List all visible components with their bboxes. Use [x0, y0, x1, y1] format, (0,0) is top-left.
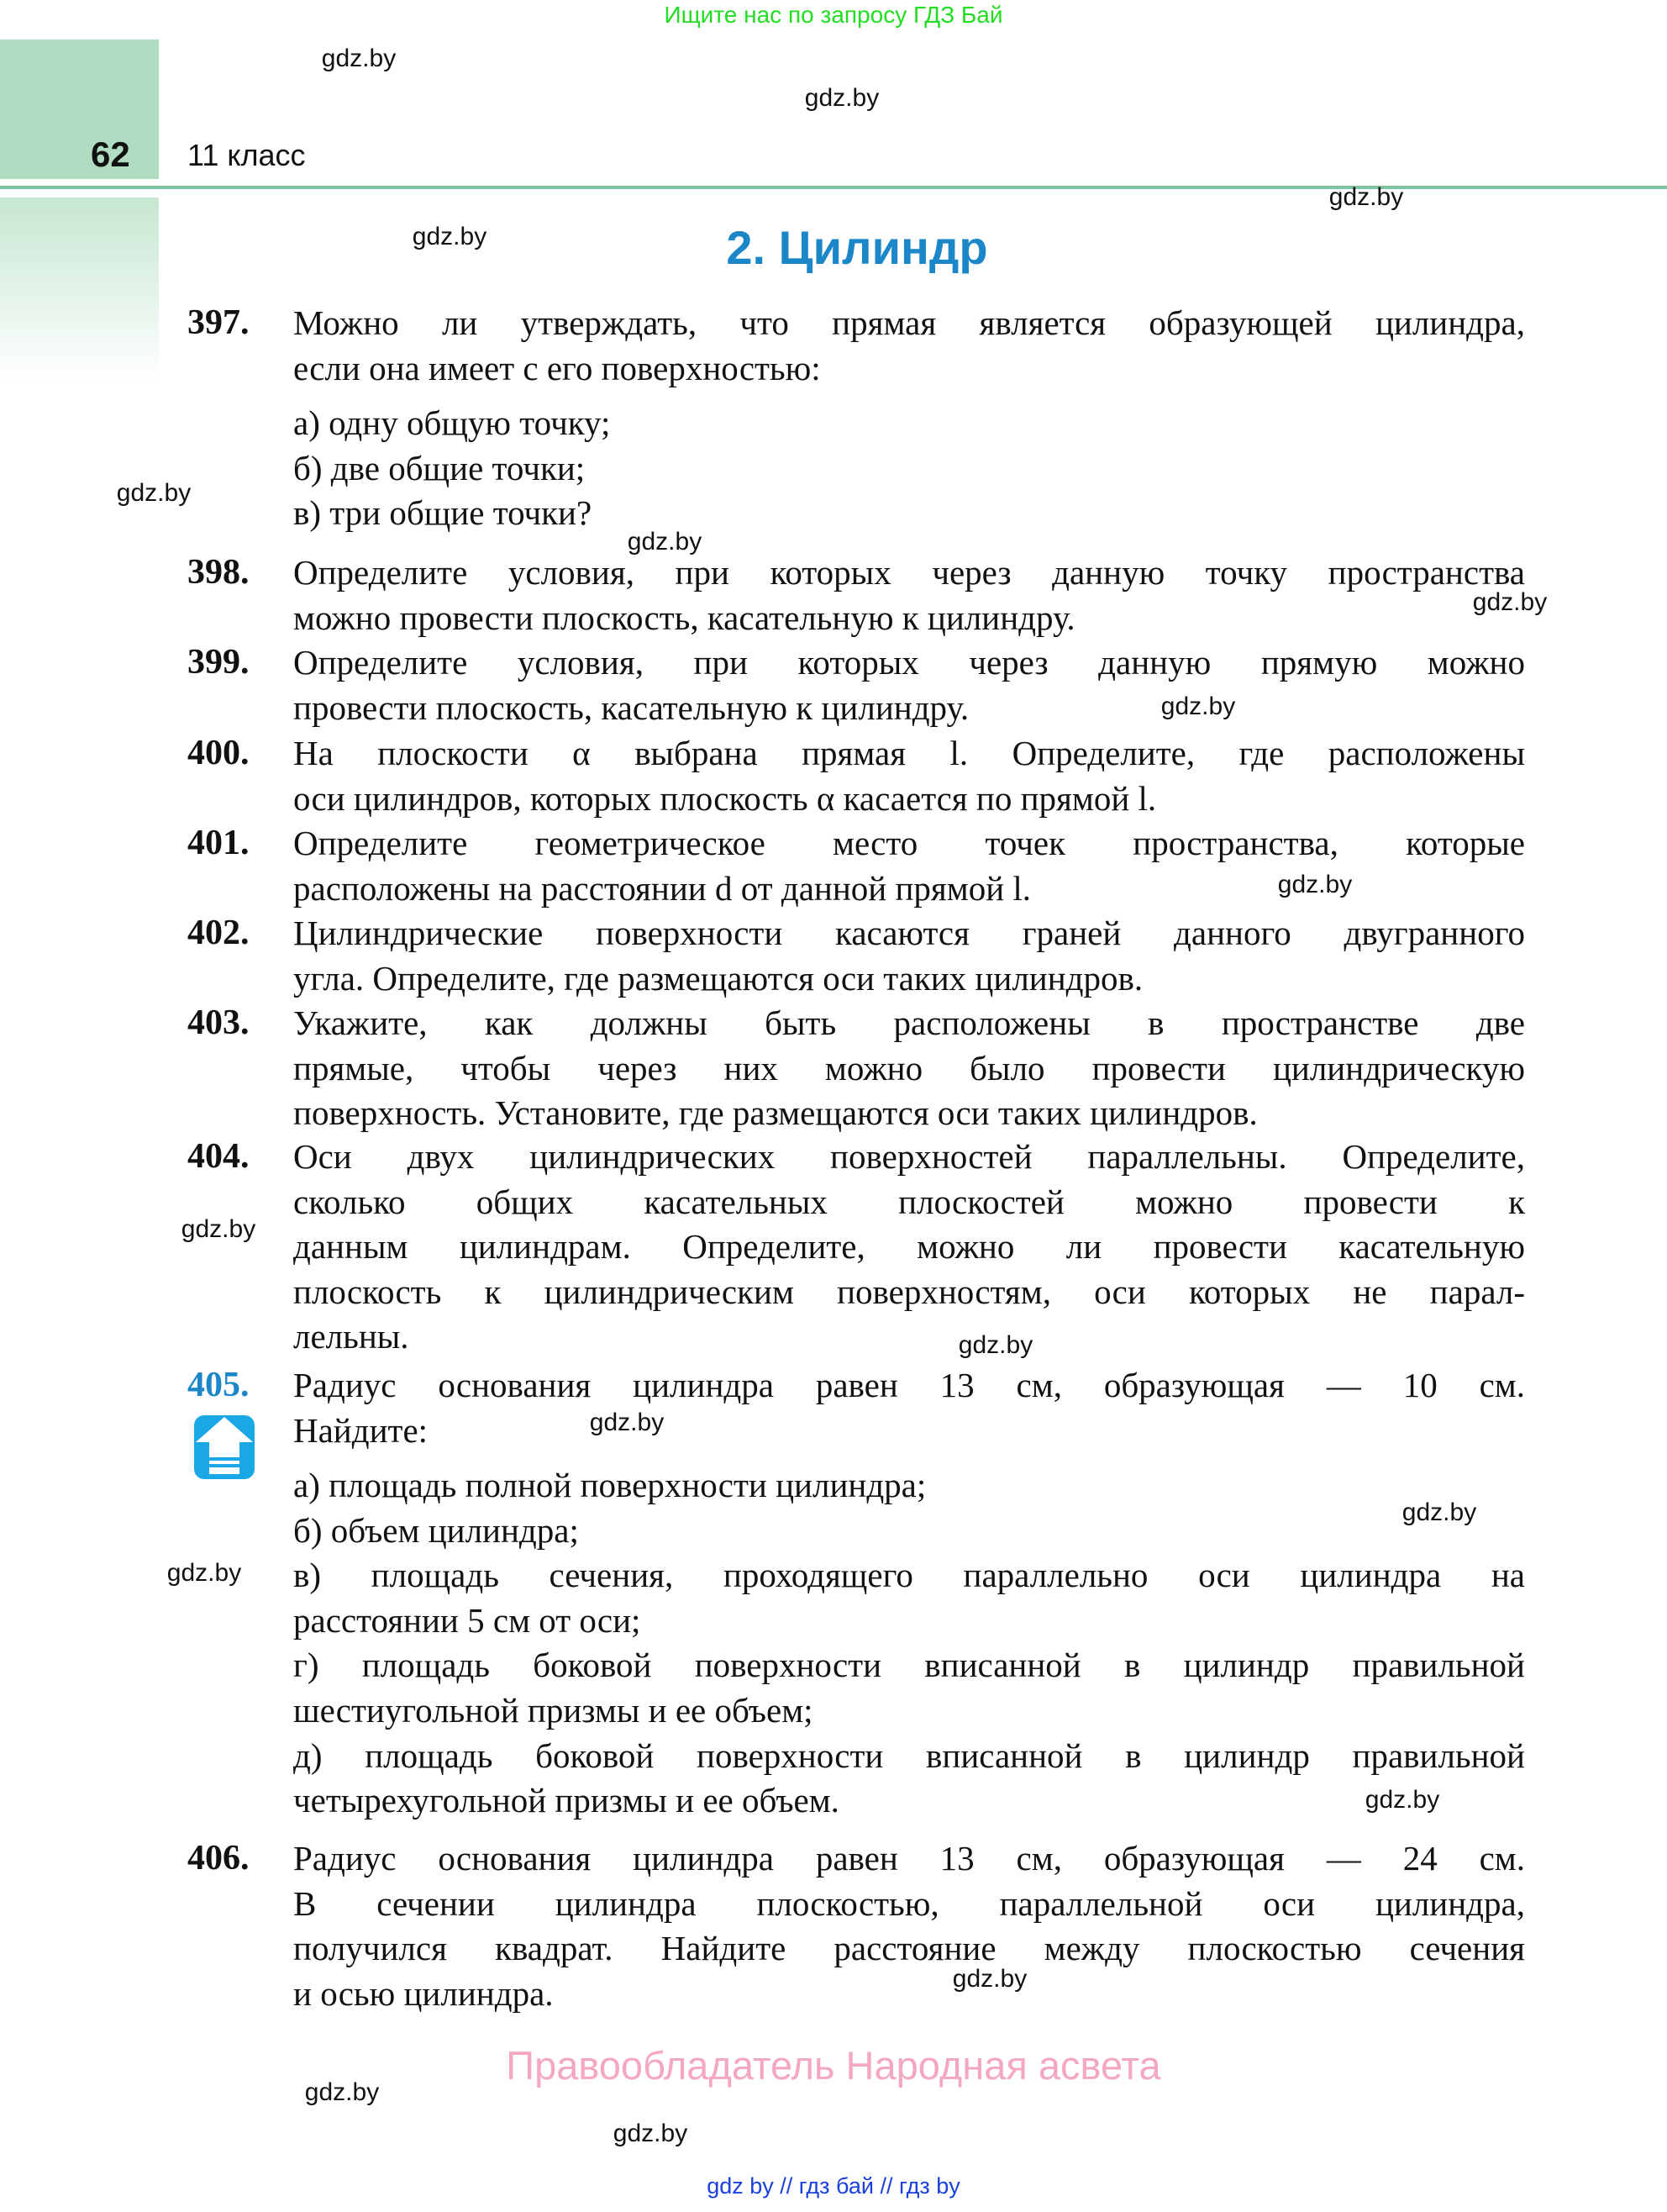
problem-number: 400. [187, 734, 250, 772]
problem-404 [187, 1135, 1525, 1360]
problem-text [293, 1363, 1525, 1453]
watermark: gdz.by [321, 45, 397, 72]
problem-line: Определите условия, при которых через данную прямую можно [293, 643, 1525, 682]
problem-number: 401. [187, 824, 250, 862]
problem-line: провести плоскость, касательную к цилиндру. [293, 687, 970, 727]
problem-399 [187, 640, 1525, 730]
problem-line: лельны. [293, 1317, 409, 1356]
problem-subitems [187, 1463, 1525, 1824]
problem-line: поверхность. Установите, где размещаются оси таких цилиндров. [293, 1093, 1258, 1133]
watermark: gdz.by [958, 1331, 1033, 1359]
problem-402 [187, 911, 1525, 1001]
page-tab-decoration [0, 40, 159, 179]
problem-text [293, 911, 1525, 1001]
watermark: gdz.by [1401, 1498, 1477, 1526]
problem-line: Оси двух цилиндрических поверхностей параллельны. Определите, [293, 1137, 1525, 1176]
watermark: gdz.by [613, 2120, 688, 2147]
watermark: gdz.by [1472, 588, 1548, 616]
subitem: четырехугольной призмы и ее объем. [293, 1781, 839, 1820]
problem-line: На плоскости α выбрана прямая l. Определите, где расположены [293, 734, 1525, 772]
problem-403 [187, 1001, 1525, 1136]
subitem: шестиугольной призмы и ее объем; [293, 1690, 813, 1730]
subitem: д) площадь боковой поверхности вписанной в цилиндр правильной [293, 1735, 1525, 1775]
problem-text [293, 640, 1525, 730]
grade-label: 11 класс [187, 138, 306, 172]
problem-line: прямые, чтобы через них можно было провести цилиндрическую [293, 1048, 1525, 1088]
problem-line: и осью цилиндра. [293, 1973, 554, 2013]
problem-subitems [187, 401, 1525, 536]
subitem: в) площадь сечения, проходящего параллельно оси цилиндра на [293, 1556, 1525, 1595]
watermark: gdz.by [1365, 1786, 1440, 1814]
problem-397 [187, 301, 1525, 391]
problem-text [293, 1836, 1525, 2016]
problem-line: Укажите, как должны быть расположены в пространстве две [293, 1003, 1525, 1042]
watermark: gdz.by [412, 223, 487, 250]
problem-number: 406. [187, 1839, 250, 1878]
subitem: расстоянии 5 см от оси; [293, 1600, 641, 1640]
footer-links[interactable]: gdz by // гдз бай // гдз by [707, 2173, 960, 2199]
watermark: gdz.by [304, 2078, 380, 2106]
problem-line: Радиус основания цилиндра равен 13 см, образующая — 24 см. [293, 1839, 1525, 1878]
problem-line: Найдите: [293, 1410, 429, 1450]
subitem: б) две общие точки; [293, 448, 586, 487]
problem-400 [187, 731, 1525, 821]
problem-text [293, 550, 1525, 640]
watermark: gdz.by [804, 84, 880, 112]
problem-line: получился квадрат. Найдите расстояние между плоскостью сечения [293, 1929, 1525, 1968]
subitem: в) три общие точки? [293, 493, 592, 533]
watermark: gdz.by [952, 1965, 1028, 1993]
watermark: gdz.by [589, 1409, 665, 1436]
watermark: gdz.by [1277, 871, 1353, 898]
problem-text [293, 1135, 1525, 1360]
problem-number: 405. [187, 1366, 250, 1404]
problem-number: 402. [187, 914, 250, 952]
watermark: gdz.by [1328, 183, 1404, 211]
problem-406 [187, 1836, 1525, 2016]
section-title: 2. Цилиндр [726, 221, 988, 274]
problem-number: 403. [187, 1003, 250, 1042]
subitem: а) одну общую точку; [293, 403, 611, 442]
problem-number: 399. [187, 643, 250, 682]
problem-number: 398. [187, 553, 250, 592]
subitem: б) объем цилиндра; [293, 1510, 579, 1550]
problem-text [293, 301, 1525, 391]
problem-398 [187, 550, 1525, 640]
watermark: gdz.by [181, 1215, 256, 1243]
problem-line: В сечении цилиндра плоскостью, параллельной оси цилиндра, [293, 1883, 1525, 1923]
problem-line: Радиус основания цилиндра равен 13 см, образующая — 10 см. [293, 1366, 1525, 1404]
problem-text [293, 1001, 1525, 1136]
watermark: gdz.by [166, 1559, 242, 1587]
subitem: а) площадь полной поверхности цилиндра; [293, 1466, 927, 1504]
search-banner: Ищите нас по запросу ГДЗ Бай [664, 2, 1003, 28]
problem-number: 397. [187, 303, 250, 342]
problem-line: данным цилиндрам. Определите, можно ли провести касательную [293, 1227, 1525, 1267]
problem-line: можно провести плоскость, касательную к цилиндру. [293, 598, 1075, 637]
problem-line: угла. Определите, где размещаются оси таких цилиндров. [293, 958, 1144, 998]
problem-line: Определите условия, при которых через данную точку пространства [293, 553, 1525, 592]
problem-line: Цилиндрические поверхности касаются граней данного двугранного [293, 914, 1525, 952]
problem-text [293, 731, 1525, 821]
problem-line: Определите геометрическое место точек пространства, которые [293, 824, 1525, 862]
problem-line: расположены на расстоянии d от данной прямой l. [293, 868, 1032, 908]
subitem: г) площадь боковой поверхности вписанной в цилиндр правильной [293, 1646, 1525, 1685]
header-divider [0, 186, 1667, 189]
problem-line: если она имеет с его поверхностью: [293, 348, 821, 387]
problem-line: Можно ли утверждать, что прямая является образующей цилиндра, [293, 303, 1525, 342]
problem-line: сколько общих касательных плоскостей можно провести к [293, 1182, 1525, 1221]
watermark: gdz.by [627, 528, 702, 556]
watermark: gdz.by [1160, 693, 1236, 720]
page-number: 62 [91, 134, 130, 174]
problem-line: плоскость к цилиндрическим поверхностям, оси которых не парал- [293, 1272, 1525, 1311]
problem-405 [187, 1363, 1525, 1453]
copyright-notice: Правообладатель Народная асвета [506, 2043, 1161, 2088]
problem-number: 404. [187, 1137, 250, 1176]
problem-line: оси цилиндров, которых плоскость α касается по прямой l. [293, 778, 1157, 818]
upload-arrow-icon [194, 1415, 255, 1479]
watermark: gdz.by [116, 479, 192, 507]
